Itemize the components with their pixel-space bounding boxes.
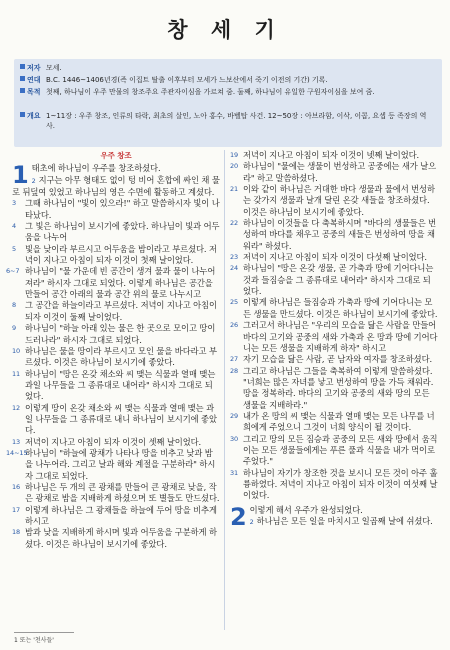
intro-date: 연대 B.C. 1446~1406년경(즉 이집트 탈출 이후부터 모세가 느보산에서 죽기 이전의 기간) 기록.	[20, 75, 438, 85]
footnote: 1 또는 '천사들'	[14, 637, 54, 644]
footnote-rule	[14, 632, 74, 633]
verse: 10 하나님은 물을 땅이라 부르시고 모인 물을 바다라고 부르셨다. 이것은 하나님이 보시기에 좋았다.	[12, 345, 217, 368]
verse: 29 내가 온 땅의 씨 맺는 식물과 열매 맺는 모든 나무를 너희에게 주었으니 그것이 너희 양식이 될 것이다.	[230, 410, 435, 433]
bullet-square-icon	[20, 76, 25, 81]
verse: 17 이렇게 하나님은 그 광채들을 하늘에 두어 땅을 비추게 하시고	[12, 504, 217, 526]
verse: 21 이와 같이 하나님은 거대한 바다 생물과 물에서 번성하는 갖가지 생물과 날개 달린 온갖 새들을 창조하셨다. 이것은 하나님이 보시기에 좋았다.	[230, 184, 435, 217]
verse: 27 자기 모습을 닮은 사람, 곧 남자와 여자를 창조하셨다.	[230, 354, 433, 365]
verse: 30 그리고 땅의 모든 짐승과 공중의 모든 새와 땅에서 움직이는 모든 생물들에게는 푸른 풀과 식물을 내가 먹이로 주었다."	[230, 433, 438, 467]
verse: 31 하나님이 자기가 창조한 것을 보시니 모든 것이 아주 훌륭하였다. 저녁이 지나고 아침이 되자 이것이 여섯째 날이었다.	[230, 467, 438, 501]
verse: 1 태초에 하나님이 우주를 창조하셨다.	[12, 161, 161, 190]
book-introduction-box	[14, 59, 442, 147]
bullet-square-icon	[20, 64, 25, 69]
verse: 26 그러고서 하나님은 "우리의 모습을 닮은 사람을 만들어 바다의 고기와 공중의 새와 가축과 온 땅과 땅에 기어다니는 모든 생물을 지배하게 하자" 하시고	[230, 320, 438, 353]
verse: 24 하나님이 "땅은 온갖 생물, 곧 가축과 땅에 기어다니는 것과 들짐승을 그 종류대로 내어라" 하시자 그대로 되었다.	[230, 263, 434, 297]
verse: 4 그 빛은 하나님이 보시기에 좋았다. 하나님이 빛과 어두움을 나누어	[12, 221, 220, 243]
column-divider	[224, 150, 225, 630]
verse: 25 이렇게 하나님은 들짐승과 가축과 땅에 기어다니는 모든 생물을 만드셨다. 이것은 하나님이 보시기에 좋았다.	[230, 297, 438, 319]
verse: 23 저녁이 지나고 아침이 되자 이것이 다섯째 날이었다.	[230, 252, 427, 263]
bullet-square-icon	[20, 88, 25, 93]
verse: 28 그리고 하나님은 그들을 축복하여 이렇게 말씀하셨다. "너희는 많은 자녀를 낳고 번성하여 땅을 가득 채워라. 땅을 정복하라. 바다의 고기와 공중의 새와 땅의 모든 생물을 지배하라."	[230, 365, 434, 410]
verse: 22 하나님이 이것들을 다 축복하시며 "바다의 생물들은 번성하여 바다를 채우고 공중의 새들은 번성하여 땅을 채워라" 하셨다.	[230, 218, 437, 251]
verse: 18 밤과 낮을 지배하게 하시며 빛과 어두움을 구분하게 하셨다. 이것은 하나님이 보시기에 좋았다.	[12, 527, 217, 549]
verse: 16 하나님은 두 개의 큰 광채를 만들어 큰 광채로 낮을, 작은 광채로 밤을 지배하게 하셨으며 또 별들도 만드셨다.	[12, 481, 220, 504]
verse: 14~15 하나님이 "하늘에 광채가 나타나 땅을 비추고 낮과 밤을 나누어라. 그리고 날과 해와 계절을 구분하라" 하시자 그대로 되었다.	[6, 447, 216, 481]
verse: 19 저녁이 지나고 아침이 되자 이것이 넷째 날이었다.	[230, 150, 420, 160]
verse: 8 그 공간을 하늘이라고 부르셨다. 저녁이 지나고 아침이 되자 이것이 둘째 날이었다.	[12, 300, 217, 322]
chapter-number: 2	[230, 502, 247, 531]
verse: 2 지구는 아무 형태도 없이 텅 비어 혼합에 싸인 채 물로 뒤덮여 있었고 하나님의 영은 수면에 활동하고 계셨다.	[12, 174, 220, 198]
verse: 12 이렇게 땅이 온갖 채소와 씨 맺는 식물과 열매 맺는 과일 나무들을 그 종류대로 내니 하나님이 보시기에 좋았다.	[12, 402, 217, 436]
verse: 11 하나님이 "땅은 온갖 채소와 씨 맺는 식물과 열매 맺는 과일 나무들을 그 종류대로 내어라" 하시자 그대로 되었다.	[12, 368, 216, 402]
bullet-square-icon	[20, 112, 25, 117]
book-title: 창 세 기	[167, 17, 283, 42]
right-text-column	[230, 150, 438, 531]
chapter-number: 1	[12, 161, 29, 190]
verse: 2 하나님은 모든 일을 마치시고 일곱째 날에 쉬셨다.	[249, 516, 433, 526]
intro-outline: 개요 1~11장 : 우주 창조, 인류의 타락, 최초의 살인, 노아 홍수, 바벨탑 사건. 12~50장 : 아브라함, 이삭, 이콥, 요셉 등 족장의 역사.	[20, 111, 438, 131]
verse: 3 그때 하나님이 "빛이 있으라!" 하고 말씀하시자 빛이 나타났다.	[12, 198, 220, 220]
verse: 6~7 하나님이 "물 가운데 빈 공간이 생겨 물과 물이 나누어져라" 하시자 그대로 되었다. 이렇게 하나님은 공간을 만들어 공간 아래의 물과 공간 위의 물로 나누시고	[6, 266, 216, 300]
section-heading: 우주 창조	[100, 151, 132, 160]
intro-author: 저자 모세.	[20, 63, 438, 73]
verse: 20 하나님이 "물에는 생물이 번성하고 공중에는 새가 날으라" 하고 말씀하셨다.	[230, 161, 437, 183]
verse: 2 이렇게 해서 우주가 완성되었다.	[230, 502, 363, 531]
left-text-column	[6, 150, 220, 550]
verse: 9 하나님이 "하늘 아래 있는 물은 한 곳으로 모이고 땅이 드러나라" 하시자 그대로 되었다.	[12, 323, 216, 345]
verse: 13 저녁이 지나고 아침이 되자 이것이 셋째 날이었다.	[12, 436, 202, 447]
verse: 5 빛을 낮이라 부르시고 어두움을 밤이라고 부르셨다. 저녁이 지나고 아침이 되자 이것이 첫째 날이었다.	[12, 243, 217, 266]
intro-purpose: 목적 첫째, 하나님이 우주 만물의 창조주요 주관자이심을 가르쳐 줌. 둘째, 하나님이 유일한 구원자이심을 보여 줌.	[20, 87, 438, 97]
